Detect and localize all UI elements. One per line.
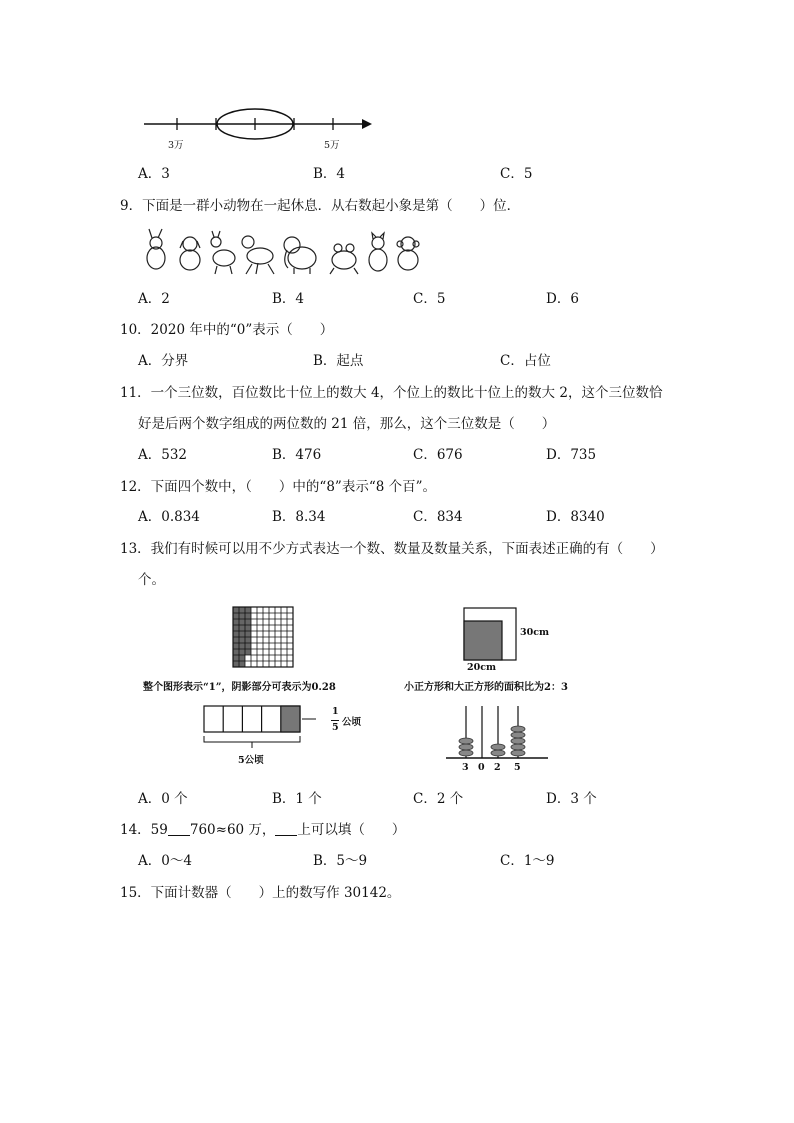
abacus-figure xyxy=(444,702,554,760)
fig1-caption: 整个图形表示“1”，阴影部分可表示为0.28 xyxy=(143,682,336,693)
q14-text xyxy=(120,821,405,839)
q9-option-d: D．6 xyxy=(546,291,579,307)
q14-part2: 760≈60 万， xyxy=(189,822,276,838)
q13-option-b: B．1 个 xyxy=(272,791,322,807)
q12-text: 12．下面四个数中，（ ）中的“8”表示“8 个百”。 xyxy=(120,479,437,495)
q8-option-c: C．5 xyxy=(500,166,533,182)
q11-option-d: D．735 xyxy=(546,447,597,463)
q9-option-c: C．5 xyxy=(413,291,446,307)
q15-text: 15．下面计数器（ ）上的数写作 30142。 xyxy=(120,885,401,901)
q13-option-a: A．0 个 xyxy=(138,791,188,807)
q10-option-b: B．起点 xyxy=(313,353,364,369)
abacus-digit-1: 3 xyxy=(462,762,469,773)
q11-text-line1: 11．一个三位数，百位数比十位上的数大 4，个位上的数比十位上的数大 2，这个三位数恰 xyxy=(120,385,663,401)
hundred-grid-figure xyxy=(232,606,294,668)
q12-option-c: C．834 xyxy=(413,509,463,525)
q11-option-c: C．676 xyxy=(413,447,463,463)
q11-text-line2: 好是后两个数字组成的两位数的 21 倍，那么，这个三位数是（ ） xyxy=(138,416,556,432)
q8-option-b: B．4 xyxy=(313,166,346,182)
q14-part3: 上可以填（ ） xyxy=(297,822,406,838)
q12-option-d: D．8340 xyxy=(546,509,605,525)
q10-option-a: A．分界 xyxy=(138,353,189,369)
fig3-unit: 公顷 xyxy=(342,717,362,728)
q14-part1: 14．59 xyxy=(120,822,168,838)
q14-option-a: A．0～4 xyxy=(138,853,192,869)
q14-option-c: C．1～9 xyxy=(500,853,555,869)
fig2-bottom-label: 20cm xyxy=(467,662,497,673)
q14-blank-2 xyxy=(275,821,297,836)
hectare-bar-figure xyxy=(202,704,322,756)
q11-option-a: A．532 xyxy=(138,447,188,463)
fig2-side-label: 30cm xyxy=(520,627,550,638)
fig3-fraction-bar xyxy=(331,720,339,721)
q14-blank-1 xyxy=(168,821,190,836)
fig3-fraction-denominator: 5 xyxy=(332,722,339,733)
fig3-total-label: 5公顷 xyxy=(238,755,264,766)
abacus-digit-2: 0 xyxy=(478,762,485,773)
q13-option-d: D．3 个 xyxy=(546,791,597,807)
animal-row-icon xyxy=(142,228,428,276)
q14-option-b: B．5～9 xyxy=(313,853,368,869)
q9-option-b: B．4 xyxy=(272,291,305,307)
q9-option-a: A．2 xyxy=(138,291,170,307)
number-line-label-5wan: 5万 xyxy=(324,140,340,151)
number-line-label-3wan: 3万 xyxy=(168,140,184,151)
q13-option-c: C．2 个 xyxy=(413,791,464,807)
q13-text-line2: 个。 xyxy=(138,572,165,588)
squares-figure xyxy=(462,606,520,662)
fig2-caption: 小正方形和大正方形的面积比为2：3 xyxy=(404,682,568,693)
abacus-digit-3: 2 xyxy=(494,762,501,773)
q12-option-a: A．0.834 xyxy=(138,509,200,525)
q10-option-c: C．占位 xyxy=(500,353,551,369)
q9-text: 9．下面是一群小动物在一起休息．从右数起小象是第（ ）位． xyxy=(120,198,521,214)
abacus-digit-4: 5 xyxy=(514,762,521,773)
q11-option-b: B．476 xyxy=(272,447,322,463)
fig3-fraction-numerator: 1 xyxy=(332,706,339,717)
q10-text: 10．2020 年中的“0”表示（ ） xyxy=(120,322,334,338)
q13-text-line1: 13．我们有时候可以用不少方式表达一个数、数量及数量关系，下面表述正确的有（ ） xyxy=(120,541,664,557)
q12-option-b: B．8.34 xyxy=(272,509,326,525)
q8-option-a: A．3 xyxy=(138,166,170,182)
